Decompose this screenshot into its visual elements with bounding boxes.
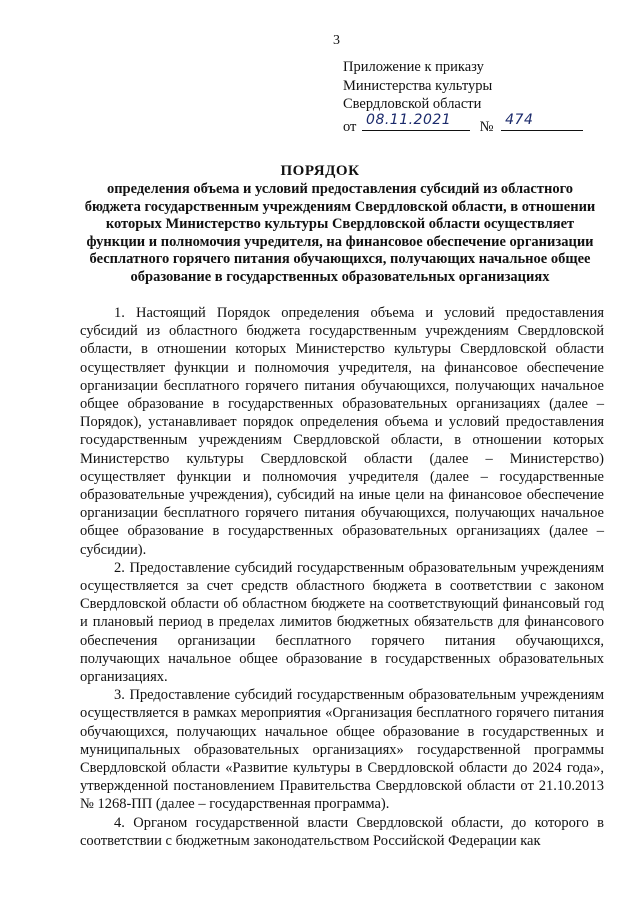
document-body: [80, 304, 604, 850]
order-number-handwritten: 474: [505, 111, 534, 128]
paragraph-1: 1. Настоящий Порядок определения объема и условий предоставления субсидий из областного бюджета государственным учреждениям Свердловской области, в отношении которых Министерство культуры Свердловской области осуществляет функции и полномочия учредителя, на финансовое обеспечение организации бесплатного горячего питания обучающихся, получающих начальное общее образование в государственных образовательных организациях (далее – Порядок), устанавливает порядок определения объема и условий предоставления государственным учреждениям Свердловской области, в отношении которых Министерство культуры Свердловской области (далее – Министерство) осуществляет функции и полномочия учредителя (далее – государственные образовательные учреждения), субсидий на иные цели на финансовое обеспечение организации бесплатного горячего питания обучающихся, получающих начальное общее образование в государственных образовательных организациях (далее – субсидии).: [80, 305, 604, 558]
approval-ref-line: [343, 111, 623, 137]
approval-line-3: Свердловской области: [343, 96, 482, 112]
paragraph-3: 3. Предоставление субсидий государственным образовательным учреждениям осуществляется в рамках мероприятия «Организация бесплатного горячего питания обучающихся, получающих начальное общее образование в государственных и муниципальных образовательных организациях» государственной программы Свердловской области «Развитие культуры в Свердловской области до 2024 года», утвержденной постановлением Правительства Свердловской области от 21.10.2013 № 1268-ПП (далее – государственная программа).: [80, 687, 604, 813]
approval-block: [343, 58, 623, 136]
order-date-handwritten: 08.11.2021: [366, 111, 452, 128]
paragraph-2: 2. Предоставление субсидий государственным образовательным учреждениям осуществляется за счет средств областного бюджета в соответствии с законом Свердловской области об областном бюджете на соответствующий финансовый год и плановый период в пределах лимитов бюджетных обязательств для финансового обеспечения организации бесплатного горячего питания обучающихся, получающих начальное общее образование в государственных образовательных организациях.: [80, 559, 604, 686]
document-subtitle: определения объема и условий предоставления субсидий из областного бюджета государственным учреждениям Свердловской области, в отношении которых Министерство культуры Свердловской области осуществляет функции и полномочия учредителя, на финансовое обеспечение организации бесплатного горячего питания обучающихся, получающих начальное общее образование в государственных образовательных организациях: [84, 181, 596, 285]
number-label: №: [479, 118, 494, 135]
order-number-field: [501, 111, 583, 131]
approval-line-2: Министерства культуры: [343, 77, 493, 94]
order-date-field: [362, 111, 470, 131]
from-label: от: [343, 118, 357, 135]
paragraph-4: 4. Органом государственной власти Свердловской области, до которого в соответствии с бюджетным законодательством Российской Федерации как: [80, 814, 604, 849]
approval-line-1: Приложение к приказу: [343, 59, 484, 75]
page-number: 3: [333, 33, 340, 48]
document-title: ПОРЯДОК: [280, 163, 360, 179]
